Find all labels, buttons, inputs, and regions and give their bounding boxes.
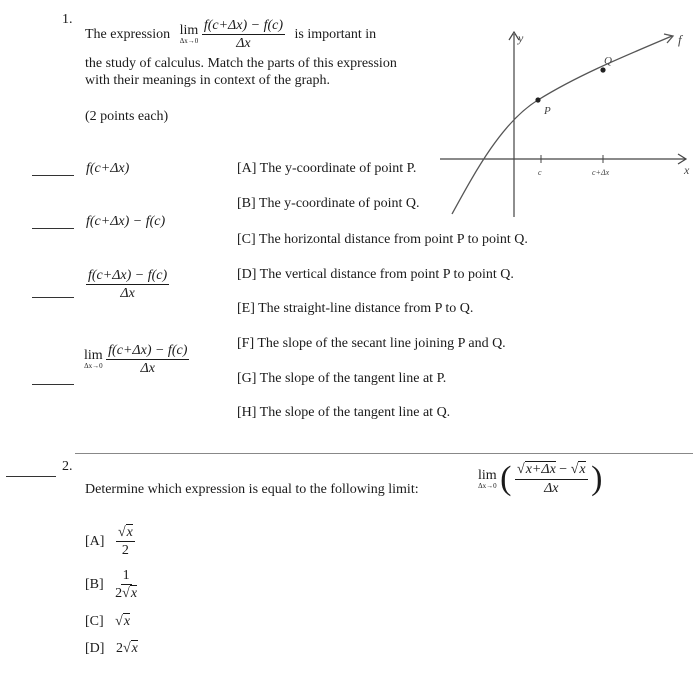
graph-label-cdx: c+Δx <box>592 168 610 177</box>
q2-left-paren: ( <box>500 460 512 497</box>
q1-match-expr-2: f(c+Δx) − f(c) <box>86 214 166 229</box>
q2-option-a-fraction <box>116 525 135 559</box>
q2-radicand-2: x <box>579 462 586 478</box>
q1-match-expr-3 <box>86 268 169 302</box>
q2-limit-den: Δx <box>544 480 559 496</box>
q2-option-b-radicand: x <box>130 586 138 602</box>
q1-intro-line3: with their meanings in context of the graph. <box>85 73 330 88</box>
q2-limit-fraction <box>515 462 588 496</box>
q1-match-expr-3-num: f(c+Δx) − f(c) <box>86 268 169 285</box>
q2-option-a <box>85 525 135 559</box>
q1-expr-lim-sub: Δx→0 <box>179 37 199 46</box>
q2-option-a-radical: √ <box>117 525 126 540</box>
q2-limit-expression <box>478 462 602 496</box>
q2-option-b-radical: √ <box>122 586 130 602</box>
q1-match-expr-1: f(c+Δx) <box>86 161 130 176</box>
q1-choice-g: [G] The slope of the tangent line at P. <box>237 371 447 386</box>
q2-option-a-num <box>116 525 135 542</box>
q1-expr-lim: lim <box>179 23 199 39</box>
q2-option-d-radicand: x <box>131 641 138 656</box>
function-graph <box>440 22 695 222</box>
q1-match-expr-4-limit <box>84 349 103 370</box>
q2-limit <box>478 469 497 490</box>
q1-match-expr-4-lim-sub: Δx→0 <box>84 362 103 371</box>
graph-label-x: x <box>684 163 690 177</box>
q1-intro-line1 <box>85 18 376 52</box>
graph-label-f: f <box>678 32 682 47</box>
q2-option-c-radicand: x <box>123 614 131 629</box>
q2-limit-num <box>515 462 588 479</box>
q2-number: 2. <box>62 459 73 474</box>
q1-expr-fraction <box>202 18 285 52</box>
q1-choice-a: [A] The y-coordinate of point P. <box>237 161 417 176</box>
q2-radicand-1: x+Δx <box>525 462 556 478</box>
q2-option-d-coef: 2 <box>115 641 123 656</box>
q2-right-paren: ) <box>591 460 603 497</box>
q2-minus: − <box>559 462 568 478</box>
q1-match-expr-4 <box>84 343 189 377</box>
graph-label-y: y <box>518 31 524 45</box>
q2-limit-lim: lim <box>478 467 497 483</box>
q2-option-b-coef: 2 <box>115 586 123 602</box>
graph-label-p: P <box>544 105 551 117</box>
q2-option-c <box>85 614 130 630</box>
q2-option-d-radical: √ <box>122 641 131 656</box>
q1-choice-d: [D] The vertical distance from point P to point Q. <box>237 267 514 282</box>
section-divider <box>75 453 693 454</box>
graph-label-q: Q <box>604 55 612 67</box>
q2-radical-1: √ <box>517 462 525 478</box>
q1-expr-den: Δx <box>236 36 251 52</box>
q1-expr-limit <box>180 24 199 45</box>
q1-match-expr-4-den: Δx <box>140 361 155 377</box>
q2-option-b-num: 1 <box>121 568 132 585</box>
q2-option-c-label: [C] <box>85 614 104 629</box>
q1-match-expr-3-fraction <box>86 268 169 302</box>
q2-option-d-label: [D] <box>85 641 105 656</box>
q1-expr-num: f(c+Δx) − f(c) <box>202 18 285 35</box>
q2-option-a-radicand: x <box>126 525 133 540</box>
q2-option-b-label: [B] <box>85 576 104 592</box>
graph-curve-f <box>452 36 672 214</box>
q1-choice-c: [C] The horizontal distance from point P to point Q. <box>237 232 528 247</box>
q1-choice-e: [E] The straight-line distance from P to Q. <box>237 301 474 316</box>
q1-number: 1. <box>62 12 73 27</box>
q1-answer-blank-1[interactable] <box>32 175 74 176</box>
q1-answer-blank-3[interactable] <box>32 297 74 298</box>
q2-answer-blank[interactable] <box>6 476 56 477</box>
q1-match-expr-4-fraction <box>106 343 189 377</box>
q1-choice-b: [B] The y-coordinate of point Q. <box>237 196 420 211</box>
graph-point-q <box>600 67 605 72</box>
q1-answer-blank-2[interactable] <box>32 228 74 229</box>
q2-option-b <box>85 568 137 602</box>
graph-point-p <box>535 97 540 102</box>
q1-match-expr-3-den: Δx <box>120 286 135 302</box>
q1-intro-line2: the study of calculus. Match the parts of this expression <box>85 56 397 71</box>
q1-intro-b: is important in <box>294 26 377 42</box>
q1-choice-h: [H] The slope of the tangent line at Q. <box>237 405 451 420</box>
q1-match-expr-4-lim: lim <box>84 348 103 364</box>
q2-prompt: Determine which expression is equal to the following limit: <box>85 482 419 497</box>
q2-option-b-den <box>115 585 137 601</box>
q1-choice-f: [F] The slope of the secant line joining P and Q. <box>237 336 506 351</box>
q2-option-a-label: [A] <box>85 533 105 549</box>
q2-option-d <box>85 641 138 657</box>
q2-option-c-radical: √ <box>115 614 123 629</box>
q2-limit-sub: Δx→0 <box>478 481 497 490</box>
q1-answer-blank-4[interactable] <box>32 384 74 385</box>
q1-points: (2 points each) <box>85 109 169 124</box>
q1-match-expr-4-num: f(c+Δx) − f(c) <box>106 343 189 360</box>
graph-label-c: c <box>538 168 542 177</box>
q2-option-a-den: 2 <box>121 543 129 559</box>
q2-radical-2: √ <box>570 462 579 478</box>
q1-intro-a: The expression <box>85 26 171 42</box>
q2-option-b-fraction <box>115 568 137 602</box>
